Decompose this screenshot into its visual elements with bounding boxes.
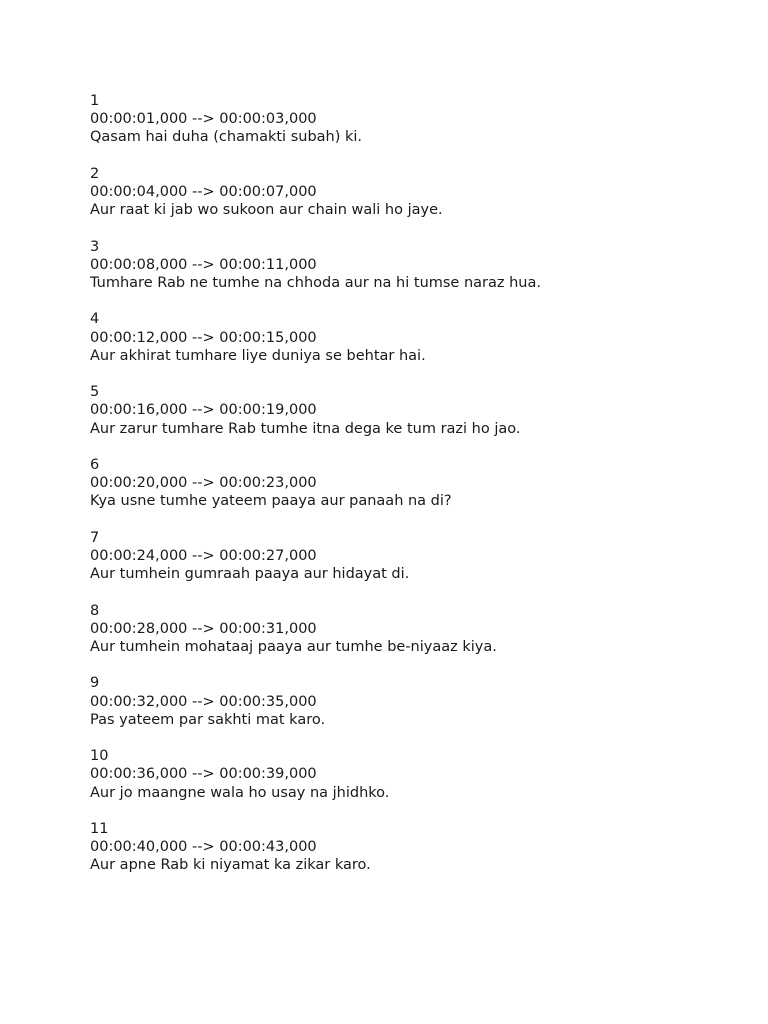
cue-index: 6 xyxy=(90,456,100,473)
subtitle-cue xyxy=(90,747,730,802)
subtitle-cue xyxy=(90,92,730,147)
cue-text: Aur zarur tumhare Rab tumhe itna dega ke tum razi ho jao. xyxy=(90,420,521,437)
subtitle-cue xyxy=(90,310,730,365)
cue-timing: 00:00:01,000 --> 00:00:03,000 xyxy=(90,111,317,128)
cue-index: 4 xyxy=(90,311,100,328)
cue-index: 3 xyxy=(90,238,100,255)
cue-timing: 00:00:04,000 --> 00:00:07,000 xyxy=(90,184,317,200)
cue-index: 11 xyxy=(90,820,109,837)
cue-index: 5 xyxy=(90,384,100,401)
cue-timing: 00:00:36,000 --> 00:00:39,000 xyxy=(90,766,317,783)
subtitle-cue xyxy=(90,674,730,729)
subtitle-document xyxy=(90,92,730,893)
cue-index: 7 xyxy=(90,529,100,546)
cue-timing: 00:00:20,000 --> 00:00:23,000 xyxy=(90,475,317,492)
subtitle-cue xyxy=(90,529,730,584)
cue-timing: 00:00:24,000 --> 00:00:27,000 xyxy=(90,547,317,564)
cue-timing: 00:00:08,000 --> 00:00:11,000 xyxy=(90,256,317,273)
cue-text: Aur tumhein mohataaj paaya aur tumhe be-niyaaz kiya. xyxy=(90,638,497,655)
subtitle-cue xyxy=(90,602,730,657)
subtitle-cue xyxy=(90,238,730,293)
cue-timing: 00:00:12,000 --> 00:00:15,000 xyxy=(90,329,317,346)
subtitle-cue xyxy=(90,820,730,875)
subtitle-cue xyxy=(90,165,730,220)
cue-text: Aur jo maangne wala ho usay na jhidhko. xyxy=(90,784,390,801)
cue-text: Aur tumhein gumraah paaya aur hidayat di. xyxy=(90,566,410,583)
cue-index: 1 xyxy=(90,93,100,109)
subtitle-cue xyxy=(90,456,730,511)
cue-text: Kya usne tumhe yateem paaya aur panaah na di? xyxy=(90,493,452,510)
cue-text: Aur raat ki jab wo sukoon aur chain wali ho jaye. xyxy=(90,202,443,219)
cue-timing: 00:00:40,000 --> 00:00:43,000 xyxy=(90,839,317,856)
cue-timing: 00:00:32,000 --> 00:00:35,000 xyxy=(90,693,317,710)
cue-index: 8 xyxy=(90,602,100,619)
cue-text: Qasam hai duha (chamakti subah) ki. xyxy=(90,129,363,146)
cue-text: Aur apne Rab ki niyamat ka zikar karo. xyxy=(90,857,371,874)
cue-timing: 00:00:16,000 --> 00:00:19,000 xyxy=(90,402,317,419)
cue-text: Tumhare Rab ne tumhe na chhoda aur na hi tumse naraz hua. xyxy=(90,275,541,291)
cue-text: Aur akhirat tumhare liye duniya se behtar hai. xyxy=(90,347,426,364)
cue-index: 9 xyxy=(90,675,100,692)
cue-text: Pas yateem par sakhti mat karo. xyxy=(90,711,326,728)
cue-index: 2 xyxy=(90,165,100,182)
cue-index: 10 xyxy=(90,748,109,765)
cue-timing: 00:00:28,000 --> 00:00:31,000 xyxy=(90,620,317,637)
subtitle-cue xyxy=(90,383,730,438)
